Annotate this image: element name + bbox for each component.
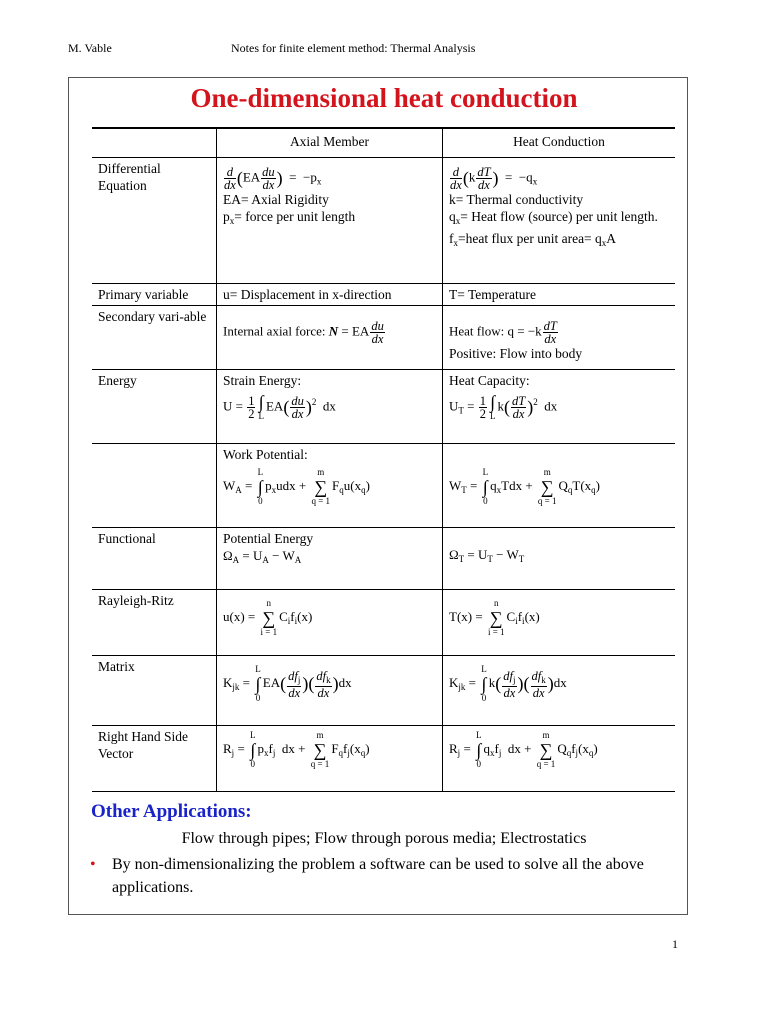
potential-energy-label: Potential Energy: [223, 531, 314, 546]
row-label-primary: Primary variable: [92, 284, 217, 306]
cell-axial-functional: Potential Energy $\Omega_A = U_A - W_A$: [217, 528, 443, 590]
cell-heat-primary: T= Temperature: [443, 284, 676, 306]
cell-heat-ritz: T(x) = n ∑ i = 1 $C_if_i(x)$: [443, 590, 676, 656]
work-potential-label: Work Potential:: [223, 447, 308, 462]
note-px: $p_x=$ force per unit length: [223, 209, 356, 226]
cell-axial-energy: Strain Energy: U = $\frac{1}{2}$ ∫ L EA( $\frac{du}{dx}$ )$^2$ dx: [217, 370, 443, 444]
heat-flow-label: Heat flow:: [449, 323, 505, 339]
row-label-rhs: Right Hand Side Vector: [92, 726, 217, 792]
other-applications-heading: Other Applications:: [91, 801, 252, 822]
page-title: One-dimensional heat conduction: [190, 83, 578, 113]
note-fx: $f_x=heat$ flux per unit area= $q_xA$: [449, 231, 617, 248]
note-ea: EA= Axial Rigidity: [223, 192, 329, 207]
row-label-matrix: Matrix: [92, 656, 217, 726]
cell-heat-rhs: $R_j$ = L ∫ 0 $q_xf_j$ dx + m ∑ q = 1 $Q_qf_j(x_q)$: [443, 726, 676, 792]
page-number: 1: [672, 937, 678, 951]
cell-heat-energy: Heat Capacity: $U_T$ = $\frac{1}{2}$ ∫ L k( $\frac{dT}{dx}$ )$^2$ dx: [443, 370, 676, 444]
flow-into-body: Positive: Flow into body: [449, 346, 583, 361]
bullet-text: By non-dimensionalizing the problem a software can be used to solve all the above applications.: [112, 856, 644, 896]
eq-axial-diffeq: $\frac{d}{dx}$ (EA $\frac{du}{dx}$ ) = $-p_x$: [224, 165, 322, 192]
row-label-energy: Energy: [92, 370, 217, 444]
comparison-table: [92, 127, 675, 792]
cell-axial-matrix: $K_{jk}$ = L ∫ 0 EA( $\frac{df_j}{dx}$ )( $\frac{df_k}{dx}$ )dx: [217, 656, 443, 726]
row-label-functional: Functional: [92, 528, 217, 590]
cell-heat-functional: $\Omega_T = U_T - W_T$: [443, 528, 676, 590]
bullet-item: [90, 853, 670, 899]
axial-force-label: Internal axial force:: [223, 323, 326, 339]
cell-heat-work: $W_T$ = L ∫ 0 $q_xTdx$ + m ∑ q = 1 $Q_qT(x_q)$: [443, 444, 676, 528]
cell-axial-primary: u= Displacement in x-direction: [217, 284, 443, 306]
header-course: Notes for finite element method: Thermal Analysis: [231, 41, 476, 55]
bullet-icon: •: [90, 856, 96, 873]
heat-capacity-label: Heat Capacity:: [449, 373, 530, 388]
note-k: k= Thermal conductivity: [449, 192, 584, 207]
strain-energy-label: Strain Energy:: [223, 373, 302, 388]
row-label-secondary: Secondary vari-able: [92, 306, 217, 370]
col-axial: Axial Member: [217, 128, 443, 158]
eq-heat-diffeq: $\frac{d}{dx}$ (k $\frac{dT}{dx}$ ) = $-q_x$: [450, 165, 538, 192]
cell-axial-ritz: u(x) = n ∑ i = 1 $C_if_i(x)$: [217, 590, 443, 656]
cell-heat-matrix: $K_{jk}$ = L ∫ 0 k( $\frac{df_j}{dx}$ )( $\frac{df_k}{dx}$ )dx: [443, 656, 676, 726]
col-heat: Heat Conduction: [443, 128, 676, 158]
cell-axial-secondary: Internal axial force: N = EA $\frac{du}{dx}$: [217, 306, 443, 370]
applications-line: Flow through pipes; Flow through porous media; Electrostatics: [181, 830, 587, 847]
cell-heat-diffeq: [443, 158, 676, 284]
cell-axial-diffeq: [217, 158, 443, 284]
row-label-diffeq: Differential Equation: [92, 158, 217, 284]
row-label-ritz: Rayleigh-Ritz: [92, 590, 217, 656]
header-author: M. Vable: [68, 41, 112, 55]
cell-axial-work: Work Potential: $W_A$ = L ∫ 0 $p_xudx$ + m ∑ q = 1 $F_qu(x_q)$: [217, 444, 443, 528]
cell-heat-secondary: Heat flow: q = −k $\frac{dT}{dx}$ Positive: Flow into body: [443, 306, 676, 370]
note-qx: $q_x=$ Heat flow (source) per unit length.: [449, 209, 658, 226]
cell-axial-rhs: $R_j$ = L ∫ 0 $p_xf_j$ dx + m ∑ q = 1 $F_qf_j(x_q)$: [217, 726, 443, 792]
